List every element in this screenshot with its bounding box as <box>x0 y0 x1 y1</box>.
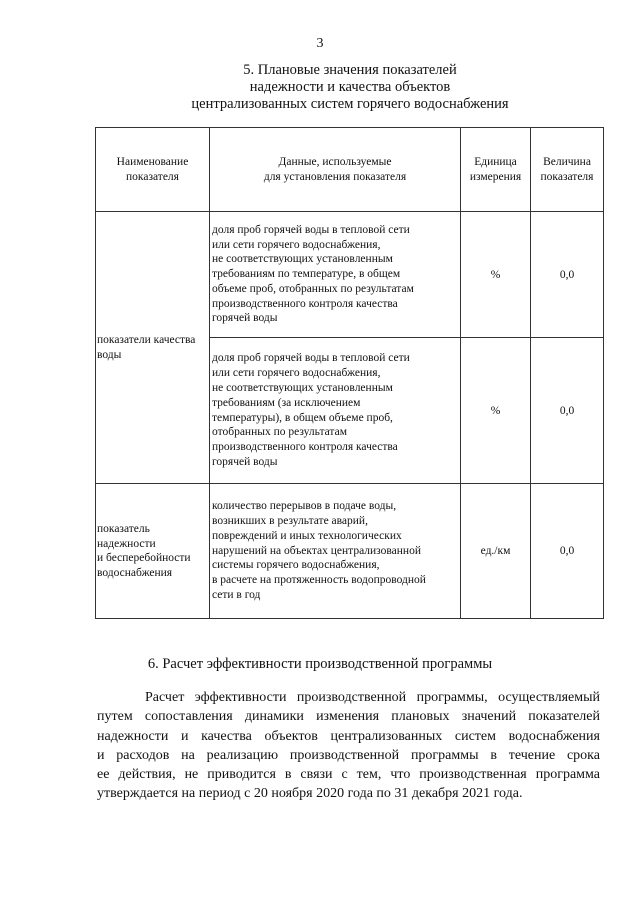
paragraph-line: путем сопоставления динамики изменения плановых значений показателей <box>97 709 600 725</box>
section-5-title <box>140 62 560 113</box>
indicator-unit: % <box>461 338 531 484</box>
header-unit: Единица измерения <box>461 128 531 212</box>
indicator-unit: ед./км <box>461 484 531 619</box>
paragraph-line: утверждается на период с 20 ноября 2020 года по 31 декабря 2021 года. <box>97 786 523 802</box>
indicator-value: 0,0 <box>531 212 604 338</box>
indicator-value: 0,0 <box>531 484 604 619</box>
indicator-data: доля проб горячей воды в тепловой сети или сети горячего водоснабжения, не соответствующих установленным требованиям по температуре, в общем объеме проб, отобранных по результатам производственного контроля качества горячей воды <box>210 212 461 338</box>
indicator-unit: % <box>461 212 531 338</box>
paragraph-line: надежности и качества объектов централизованных систем водоснабжения <box>97 728 600 744</box>
paragraph-line: Расчет эффективности производственной программы, осуществляемый <box>145 690 600 705</box>
indicator-data: доля проб горячей воды в тепловой сети или сети горячего водоснабжения, не соответствующих установленным требованиям (за исключением температуры), в общем объеме проб, отобранных по результатам производственного контроля качества горячей воды <box>210 338 461 484</box>
indicator-name-reliability: показатель надежности и бесперебойности водоснабжения <box>96 484 210 619</box>
section-5-title-line: надежности и качества объектов <box>249 79 451 95</box>
indicator-value: 0,0 <box>531 338 604 484</box>
indicator-data: количество перерывов в подаче воды, возникших в результате аварий, повреждений и иных технологических нарушений на объектах централизованной системы горячего водоснабжения, в расчете на протяженность водопроводной сети в год <box>210 484 461 619</box>
section-6-title: 6. Расчет эффективности производственной программы <box>147 656 493 672</box>
paragraph-line: ее действия, не приводится в связи с тем, что производственная программа <box>97 767 600 783</box>
header-value: Величина показателя <box>531 128 604 212</box>
page-number: 3 <box>316 36 324 51</box>
table-row <box>96 212 604 338</box>
indicator-name-quality: показатели качества воды <box>96 212 210 484</box>
header-name: Наименование показателя <box>96 128 210 212</box>
section-5-title-line: 5. Плановые значения показателей <box>243 62 457 78</box>
section-5-title-line: централизованных систем горячего водоснабжения <box>191 96 509 112</box>
paragraph-line: и расходов на реализацию производственной программы в течение срока <box>97 747 600 763</box>
header-data: Данные, используемые для установления показателя <box>210 128 461 212</box>
indicators-table <box>95 127 604 619</box>
section-6-paragraph <box>97 688 600 804</box>
table-row <box>96 484 604 619</box>
table-header-row <box>96 128 604 212</box>
